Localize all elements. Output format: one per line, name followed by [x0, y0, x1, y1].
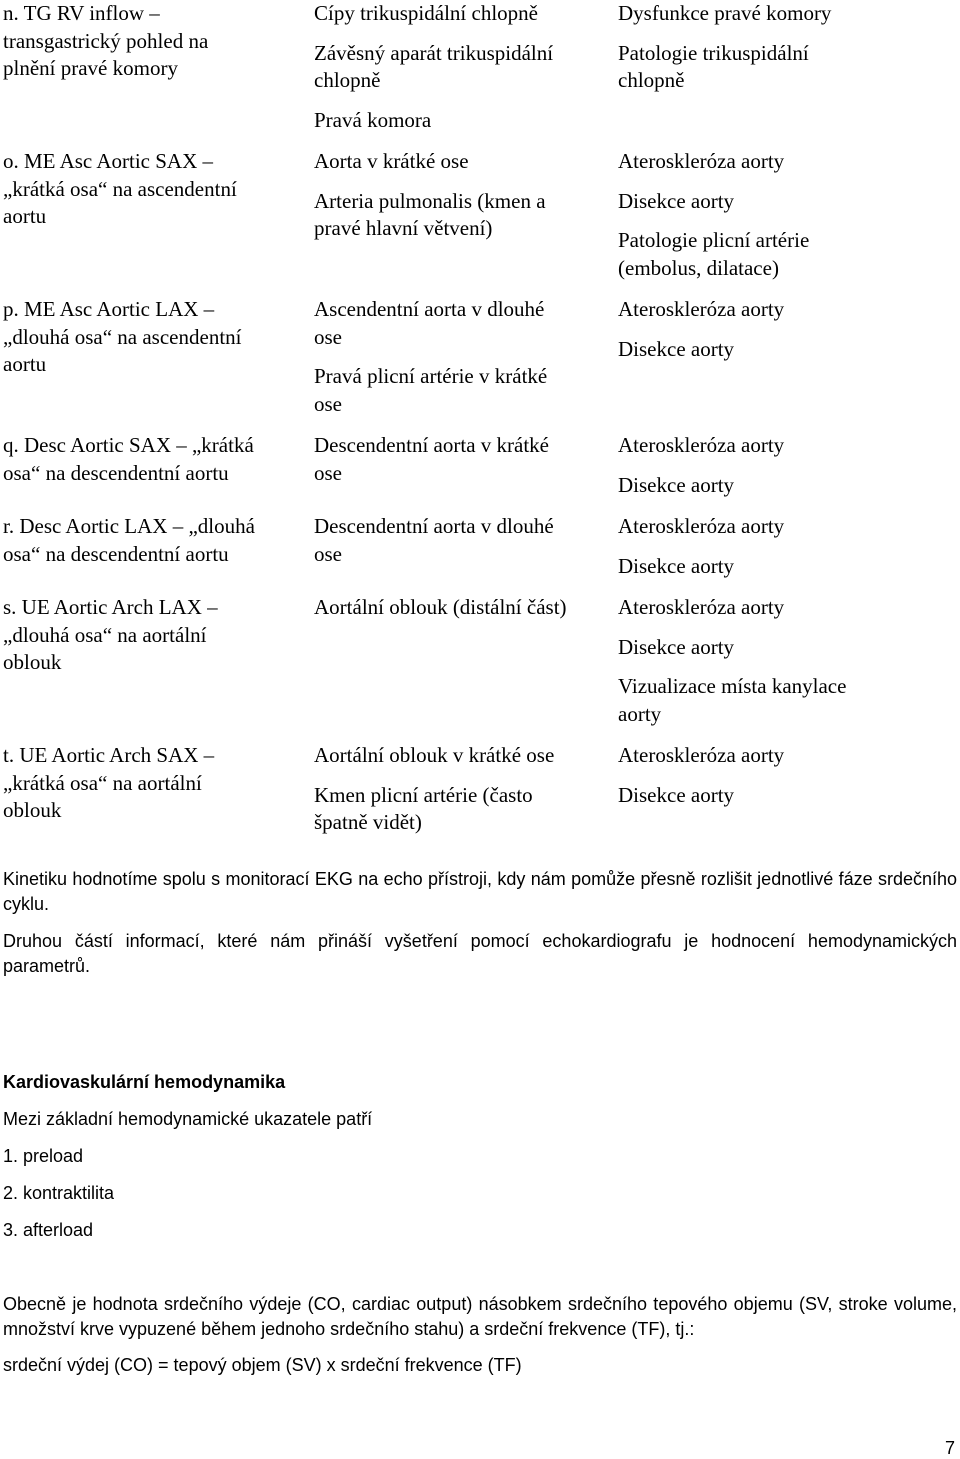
- view-name-cell: [3, 296, 314, 432]
- view-name: p. ME Asc Aortic LAX – „dlouhá osa“ na ascendentní aortu: [3, 297, 242, 376]
- view-name-cell: [3, 594, 314, 742]
- structure-item: Aortální oblouk (distální část): [314, 595, 567, 619]
- pathology-cell: [618, 148, 960, 296]
- view-name: q. Desc Aortic SAX – „krátká osa“ na descendentní aortu: [3, 433, 254, 485]
- pathology-cell: [618, 513, 960, 594]
- section-intro: Mezi základní hemodynamické ukazatele patří: [3, 1109, 373, 1129]
- table-row: [3, 148, 960, 296]
- table-row: [3, 742, 960, 851]
- pathology-item: Disekce aorty: [618, 634, 735, 659]
- pathology-item: Dysfunkce pravé komory: [618, 1, 832, 25]
- table-row: [3, 0, 960, 148]
- list-item-contractility: 2. kontraktilita: [3, 1183, 115, 1203]
- cardiac-output-block: [3, 1292, 957, 1378]
- pathology-item: Disekce aorty: [618, 188, 735, 213]
- table-row: [3, 432, 960, 513]
- structure-item: Kmen plicní artérie (často špatně vidět): [314, 782, 533, 834]
- pathology-item: Vizualizace místa kanylace aorty: [618, 674, 847, 726]
- pathology-cell: [618, 296, 960, 432]
- list-item-preload: 1. preload: [3, 1146, 84, 1166]
- kinetics-paragraph: Kinetiku hodnotíme spolu s monitorací EKG na echo přístroji, kdy nám pomůže přesně rozlišit jednotlivé fáze srdečního cyklu.: [3, 869, 957, 914]
- hemodynamics-intro-paragraph: Druhou částí informací, které nám přináší vyšetření pomocí echokardiografu je hodnocení hemodynamických parametrů.: [3, 931, 957, 976]
- list-item-afterload: 3. afterload: [3, 1220, 94, 1240]
- table-row: [3, 296, 960, 432]
- pathology-item: Ateroskleróza aorty: [618, 514, 785, 538]
- table-row: [3, 513, 960, 594]
- structure-item: Cípy trikuspidální chlopně: [314, 1, 538, 25]
- pathology-item: Ateroskleróza aorty: [618, 297, 785, 321]
- pathology-cell: [618, 742, 960, 851]
- pathology-item: Ateroskleróza aorty: [618, 433, 785, 457]
- pathology-item: Disekce aorty: [618, 472, 735, 497]
- page-number: 7: [944, 1438, 955, 1458]
- pathology-item: Disekce aorty: [618, 782, 735, 807]
- cardiac-output-definition: Obecně je hodnota srdečního výdeje (CO, cardiac output) násobkem srdečního tepového objemu (SV, stroke volume, množství krve vypuzené během jednoho srdečního stahu) a srdeční frekvence (TF), tj.:: [3, 1294, 957, 1339]
- pathology-item: Patologie plicní artérie (embolus, dilatace): [618, 228, 810, 280]
- table-row: [3, 594, 960, 742]
- pathology-cell: [618, 594, 960, 742]
- structure-item: Ascendentní aorta v dlouhé ose: [314, 297, 545, 349]
- view-name: s. UE Aortic Arch LAX – „dlouhá osa“ na aortální oblouk: [3, 595, 218, 674]
- structures-cell: [314, 432, 618, 513]
- view-name: n. TG RV inflow – transgastrický pohled na plnění pravé komory: [3, 1, 209, 80]
- structures-cell: [314, 594, 618, 742]
- structure-item: Descendentní aorta v krátké ose: [314, 433, 549, 485]
- view-name-cell: [3, 148, 314, 296]
- view-name-cell: [3, 742, 314, 851]
- kinetics-paragraph-block: [3, 867, 957, 917]
- tee-views-table: [3, 0, 960, 851]
- view-name-cell: [3, 0, 314, 148]
- pathology-cell: [618, 0, 960, 148]
- structure-item: Pravá komora: [314, 107, 432, 132]
- structures-cell: [314, 148, 618, 296]
- pathology-item: Disekce aorty: [618, 336, 735, 361]
- structure-item: Arteria pulmonalis (kmen a pravé hlavní větvení): [314, 188, 546, 240]
- view-name: o. ME Asc Aortic SAX – „krátká osa“ na ascendentní aortu: [3, 149, 237, 228]
- structure-item: Závěsný aparát trikuspidální chlopně: [314, 40, 554, 92]
- structure-item: Descendentní aorta v dlouhé ose: [314, 514, 554, 566]
- view-name: r. Desc Aortic LAX – „dlouhá osa“ na descendentní aortu: [3, 514, 255, 566]
- structure-item: Pravá plicní artérie v krátké ose: [314, 364, 548, 416]
- structure-item: Aorta v krátké ose: [314, 149, 469, 173]
- cardiac-output-formula: srdeční výdej (CO) = tepový objem (SV) x srdeční frekvence (TF): [3, 1355, 522, 1375]
- hemodynamics-intro-block: [3, 929, 957, 979]
- view-name-cell: [3, 432, 314, 513]
- structures-cell: [314, 742, 618, 851]
- pathology-item: Disekce aorty: [618, 553, 735, 578]
- pathology-item: Ateroskleróza aorty: [618, 149, 785, 173]
- pathology-item: Patologie trikuspidální chlopně: [618, 40, 809, 92]
- structures-cell: [314, 513, 618, 594]
- structures-cell: [314, 0, 618, 148]
- pathology-item: Ateroskleróza aorty: [618, 743, 785, 767]
- pathology-item: Ateroskleróza aorty: [618, 595, 785, 619]
- view-name: t. UE Aortic Arch SAX – „krátká osa“ na aortální oblouk: [3, 743, 215, 822]
- structures-cell: [314, 296, 618, 432]
- view-name-cell: [3, 513, 314, 594]
- section-heading: Kardiovaskulární hemodynamika: [3, 1072, 286, 1092]
- hemodynamics-section: [3, 1070, 957, 1243]
- structure-item: Aortální oblouk v krátké ose: [314, 743, 555, 767]
- pathology-cell: [618, 432, 960, 513]
